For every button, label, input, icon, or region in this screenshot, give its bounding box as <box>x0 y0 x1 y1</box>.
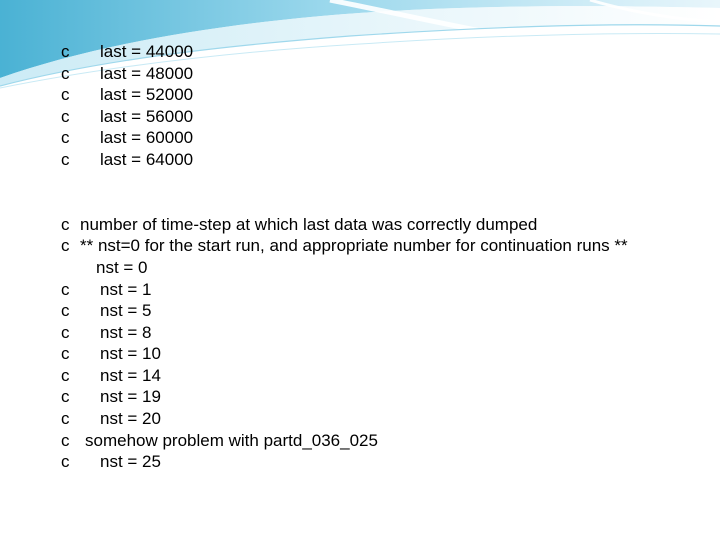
comment-marker: c <box>61 323 70 342</box>
comment-marker: c <box>61 344 70 363</box>
code-line <box>0 279 720 301</box>
code-line <box>0 149 720 171</box>
code-text: nst = 8 <box>100 323 152 342</box>
code-line <box>0 343 720 365</box>
comment-marker: c <box>61 150 70 169</box>
code-line <box>0 408 720 430</box>
comment-marker: c <box>61 85 70 104</box>
comment-marker: c <box>61 366 70 385</box>
code-text: last = 56000 <box>100 107 194 126</box>
code-text: nst = 25 <box>100 452 161 471</box>
comment-marker: c <box>61 431 70 450</box>
code-line <box>0 214 720 236</box>
code-text: last = 44000 <box>100 42 194 61</box>
code-text: number of time-step at which last data was correctly dumped <box>80 215 538 234</box>
code-line <box>0 84 720 106</box>
comment-marker: c <box>61 301 70 320</box>
code-line <box>0 41 720 63</box>
code-text: nst = 14 <box>100 366 161 385</box>
code-line <box>0 257 720 279</box>
comment-marker: c <box>61 452 70 471</box>
code-line <box>0 63 720 85</box>
code-text: last = 64000 <box>100 150 194 169</box>
comment-marker: c <box>61 236 70 255</box>
code-line <box>0 127 720 149</box>
code-text: somehow problem with partd_036_025 <box>85 431 378 450</box>
code-text: nst = 10 <box>100 344 161 363</box>
code-line <box>0 430 720 452</box>
comment-marker: c <box>61 64 70 83</box>
comment-marker: c <box>61 409 70 428</box>
code-text: last = 60000 <box>100 128 194 147</box>
code-text: nst = 1 <box>100 280 152 299</box>
comment-marker: c <box>61 128 70 147</box>
comment-marker: c <box>61 387 70 406</box>
code-line <box>0 300 720 322</box>
comment-marker: c <box>61 280 70 299</box>
code-text: nst = 5 <box>100 301 152 320</box>
code-line <box>0 235 720 257</box>
code-text: last = 48000 <box>100 64 194 83</box>
code-line <box>0 451 720 473</box>
code-text: nst = 20 <box>100 409 161 428</box>
code-text: ** nst=0 for the start run, and appropriate number for continuation runs ** <box>80 236 628 255</box>
code-line <box>0 106 720 128</box>
code-text: nst = 19 <box>100 387 161 406</box>
code-text: nst = 0 <box>96 258 148 277</box>
comment-marker: c <box>61 42 70 61</box>
code-text: last = 52000 <box>100 85 194 104</box>
code-line <box>0 365 720 387</box>
code-line <box>0 322 720 344</box>
comment-marker: c <box>61 107 70 126</box>
code-line <box>0 386 720 408</box>
comment-marker: c <box>61 215 70 234</box>
